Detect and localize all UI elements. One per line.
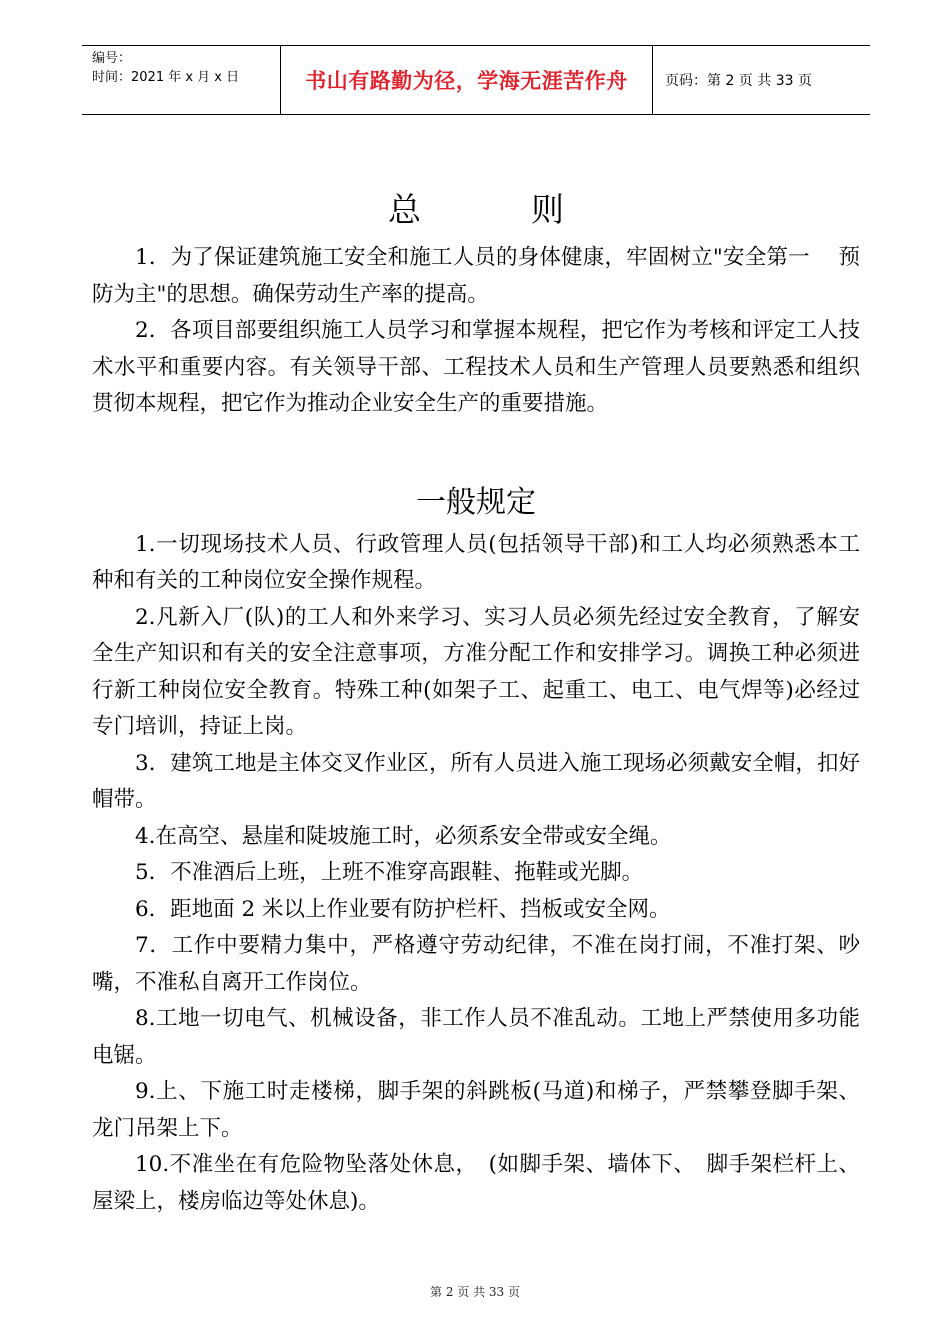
rule-item: 8.工地一切电气、机械设备，非工作人员不准乱动。工地上严禁使用多功能电锯。: [92, 1006, 860, 1068]
header-meta: [82, 46, 281, 114]
rule-item: 1.一切现场技术人员、行政管理人员(包括领导干部)和工人均必须熟悉本工种和有关的工种岗位安全操作规程。: [92, 531, 860, 593]
rule-item: 9.上、下施工时走楼梯，脚手架的斜跳板(马道)和梯子，严禁攀登脚手架、龙门吊架上下。: [92, 1079, 860, 1141]
paragraph: 2．各项目部要组织施工人员学习和掌握本规程，把它作为考核和评定工人技术水平和重要内容。有关领导干部、工程技术人员和生产管理人员要熟悉和组织贯彻本规程，把它作为推动企业安全生产的重要措施。: [92, 318, 860, 416]
page-header: [82, 45, 870, 115]
section-title-general-rules: 一般规定: [416, 484, 536, 520]
rule-item: 6．距地面 2 米以上作业要有防护栏杆、挡板或安全网。: [135, 896, 671, 922]
document-time: 时间：2021 年 x 月 x 日: [92, 70, 240, 85]
rule-item: 5．不准酒后上班，上班不准穿高跟鞋、拖鞋或光脚。: [135, 860, 644, 885]
document-body: [92, 180, 860, 1220]
header-page-info: 页码：第 2 页 共 33 页: [665, 73, 812, 89]
rule-item: 10.不准坐在有危险物坠落处休息， (如脚手架、墙体下、 脚手架栏杆上、屋梁上，楼房临边等处休息)。: [92, 1152, 860, 1214]
title-char-1: 总: [388, 190, 421, 229]
title-char-2: 则: [531, 190, 564, 229]
paragraph: 1．为了保证建筑施工安全和施工人员的身体健康，牢固树立"安全第一 预防为主"的思想。确保劳动生产率的提高。: [92, 245, 860, 307]
rule-item: 4.在高空、悬崖和陡坡施工时，必须系安全带或安全绳。: [135, 823, 672, 849]
rule-item: 7．工作中要精力集中，严格遵守劳动纪律，不准在岗打闹，不准打架、吵嘴，不准私自离开工作岗位。: [92, 933, 860, 995]
header-motto: 书山有路勤为径，学海无涯苦作舟: [305, 69, 628, 93]
page-footer: 第 2 页 共 33 页: [430, 1285, 520, 1299]
rule-item: 2.凡新入厂(队)的工人和外来学习、实习人员必须先经过安全教育，了解安全生产知识和有关的安全注意事项，方准分配工作和安排学习。调换工种必须进行新工种岗位安全教育。特殊工种(如架子工、起重工、电工、电气焊等)必经过专门培训，持证上岗。: [92, 604, 860, 739]
header-motto-cell: [281, 46, 653, 114]
section-title-general-principles: [92, 180, 860, 240]
rule-item: 3．建筑工地是主体交叉作业区，所有人员进入施工现场必须戴安全帽，扣好帽带。: [92, 750, 860, 812]
document-number-label: 编号：: [92, 51, 132, 66]
